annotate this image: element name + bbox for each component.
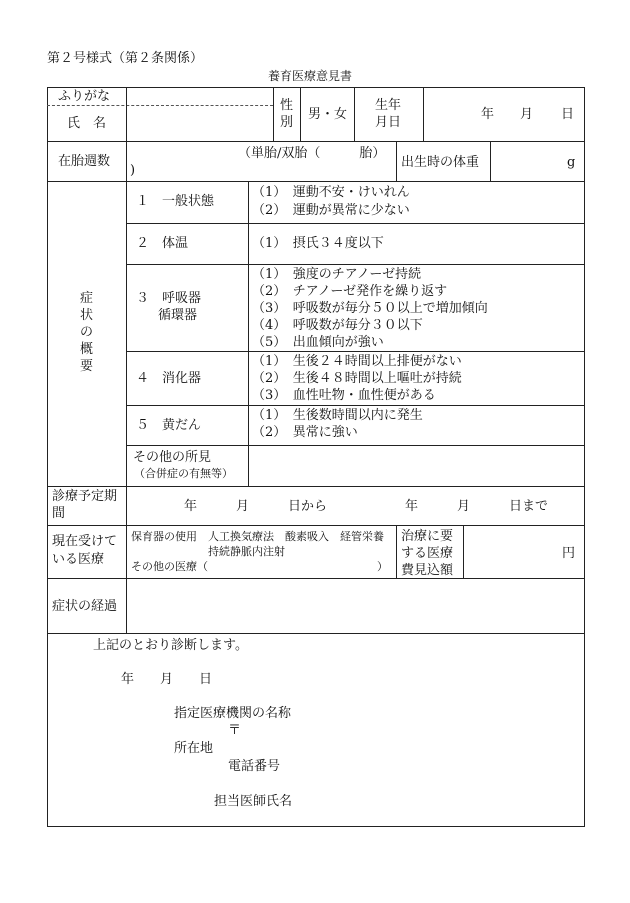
progress-input[interactable]	[127, 579, 583, 632]
other-findings-input[interactable]	[249, 446, 583, 485]
border-left	[47, 87, 48, 827]
sex-label: 別	[280, 115, 294, 130]
category-label: 循環器	[158, 308, 198, 323]
symptom-item: （3） 呼吸数が毎分５０以上で増加傾向	[252, 301, 488, 316]
border-right	[584, 87, 585, 827]
name-input[interactable]	[127, 106, 272, 140]
cost-label: 治療に要	[401, 529, 454, 544]
category-label: ４ 消化器	[136, 371, 202, 386]
category-label: ５ 黄だん	[136, 418, 202, 433]
phone-label: 電話番号	[228, 759, 281, 774]
page-title: 養育医療意見書	[268, 69, 353, 83]
treatment-options[interactable]: 保育器の使用 人工換気療法 酸素吸入 経管栄養	[131, 530, 384, 543]
birth-weight-unit: g	[567, 155, 576, 170]
col-divider	[354, 87, 355, 141]
symptom-item: （1） 摂氏３４度以下	[252, 236, 384, 251]
col-divider	[490, 141, 491, 181]
symptom-item: （2） 異常に強い	[252, 425, 358, 440]
treatment-option-iv[interactable]: 持続静脈内注射	[208, 545, 285, 558]
row-divider	[126, 405, 585, 406]
period-text[interactable]: 年 月 日から 年 月 日まで	[184, 499, 549, 514]
cost-label: する医療	[401, 546, 454, 561]
period-label: 診療予定期	[52, 489, 118, 504]
birthdate-label: 月日	[375, 115, 402, 130]
category-label: １ 一般状態	[136, 194, 215, 209]
symptom-item: （3） 血性吐物・血性便がある	[252, 388, 436, 403]
row-divider	[47, 525, 585, 526]
birth-weight-label: 出生時の体重	[401, 155, 480, 170]
symptoms-side-label: の	[80, 325, 94, 340]
cost-unit: 円	[562, 546, 576, 561]
treatment-label: いる医療	[52, 552, 105, 567]
declaration-date[interactable]: 年 月 日	[121, 672, 213, 687]
gestation-label: 在胎週数	[58, 154, 111, 169]
row-divider	[47, 486, 585, 487]
row-divider	[126, 264, 585, 265]
symptoms-side-label: 状	[80, 308, 94, 323]
doctor-name-label: 担当医師氏名	[214, 794, 293, 809]
border-bottom	[47, 826, 585, 827]
sex-label: 性	[280, 98, 294, 113]
col-divider	[463, 525, 464, 578]
symptoms-side-label: 概	[80, 342, 94, 357]
declaration-statement: 上記のとおり診断します。	[93, 638, 248, 653]
sex-value[interactable]: 男・女	[308, 107, 348, 122]
symptoms-side-label: 要	[80, 359, 94, 374]
col-divider	[273, 87, 274, 141]
col-divider	[396, 525, 397, 578]
symptoms-side-label: 症	[80, 291, 94, 306]
symptom-item: （1） 生後数時間以内に発生	[252, 408, 423, 423]
other-treatment-close: ）	[377, 560, 388, 573]
name-label: 氏 名	[67, 116, 107, 131]
col-divider	[248, 181, 249, 486]
address-label: 所在地	[174, 741, 214, 756]
row-divider	[47, 633, 585, 634]
category-label: ２ 体温	[136, 236, 189, 251]
col-divider	[396, 141, 397, 181]
symptom-item: （1） 生後２４時間以上排便がない	[252, 354, 462, 369]
symptom-item: （4） 呼吸数が毎分３０以下	[252, 318, 423, 333]
col-divider	[300, 87, 301, 141]
furigana-input[interactable]	[127, 88, 272, 104]
col-divider	[126, 141, 127, 181]
gestation-close-paren: )	[130, 163, 136, 178]
category-label: ３ 呼吸器	[136, 291, 202, 306]
symptom-item: （1） 運動不安・けいれん	[252, 185, 410, 200]
birth-year-label: 年	[481, 107, 495, 122]
institution-label: 指定医療機関の名称	[174, 706, 292, 721]
row-divider	[126, 223, 585, 224]
symptom-item: （2） チアノーゼ発作を繰り返す	[252, 284, 448, 299]
other-findings-label: その他の所見	[133, 450, 212, 465]
col-divider	[126, 181, 127, 486]
other-treatment[interactable]: その他の医療（	[131, 560, 208, 573]
treatment-label: 現在受けて	[52, 534, 118, 549]
birth-type[interactable]: （単胎/双胎（ 胎）	[238, 146, 386, 161]
other-findings-sublabel: （合併症の有無等）	[134, 467, 233, 480]
period-label: 間	[52, 506, 66, 521]
symptom-item: （1） 強度のチアノーゼ持続	[252, 267, 422, 282]
progress-label: 症状の経過	[52, 599, 118, 614]
birthdate-label: 生年	[375, 98, 402, 113]
row-divider	[47, 181, 585, 182]
cost-label: 費見込額	[401, 563, 454, 578]
row-divider	[126, 351, 585, 352]
row-divider	[47, 141, 585, 142]
furigana-label: ふりがな	[58, 89, 111, 104]
postal-mark: 〒	[228, 723, 242, 738]
symptom-item: （5） 出血傾向が強い	[252, 335, 384, 350]
symptom-item: （2） 生後４８時間以上嘔吐が持続	[252, 371, 462, 386]
symptom-item: （2） 運動が異常に少ない	[252, 203, 410, 218]
birth-day-label: 日	[561, 107, 575, 122]
birth-month-label: 月	[520, 107, 534, 122]
col-divider	[423, 87, 424, 141]
form-number: 第２号様式（第２条関係）	[47, 51, 204, 66]
